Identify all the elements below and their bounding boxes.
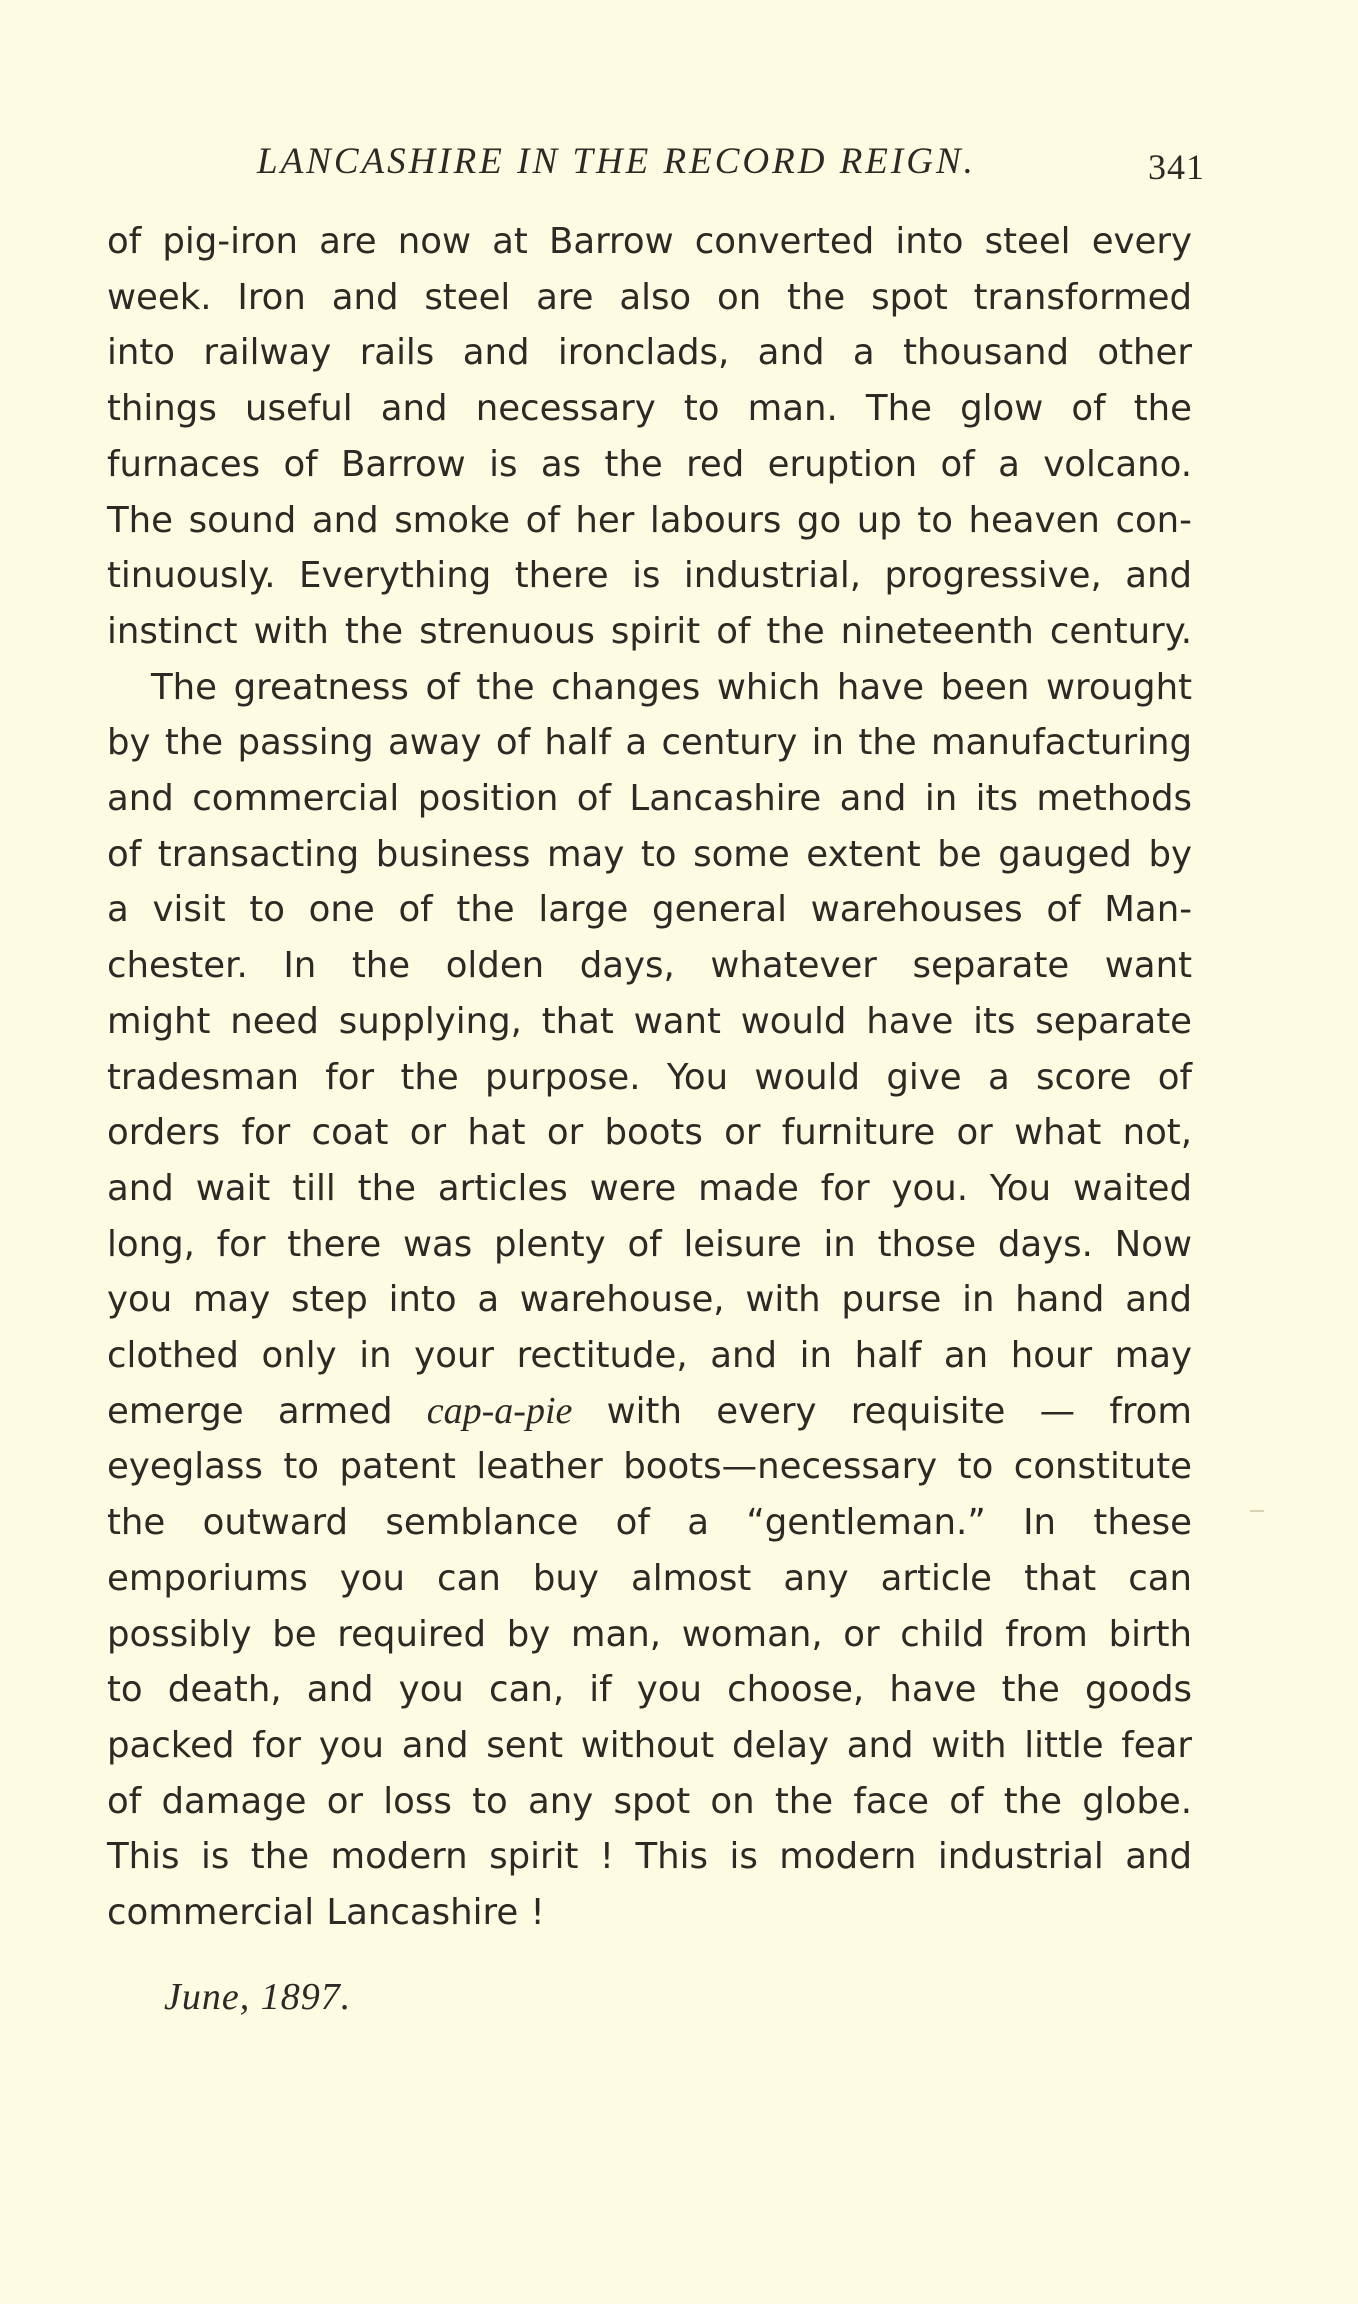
text-line: The sound and smoke of her labours go up to heaven con- — [107, 499, 1192, 541]
text-line: might need supplying, that want would have its separate — [107, 1000, 1192, 1042]
text-line-cap-a-pie — [107, 1384, 1192, 1440]
text-line: instinct with the strenuous spirit of the nineteenth century. — [107, 610, 1192, 652]
margin-mark — [1250, 1510, 1264, 1512]
italic-phrase: cap-a-pie — [426, 1389, 573, 1432]
text-line: of transacting business may to some extent be gauged by — [107, 833, 1192, 875]
text-line: of pig-iron are now at Barrow converted into steel every — [107, 221, 1192, 262]
text-line: a visit to one of the large general warehouses of Man- — [107, 889, 1192, 931]
text-line: and commercial position of Lancashire and in its methods — [107, 778, 1192, 820]
text-line: and wait till the articles were made for you. You waited — [107, 1167, 1192, 1209]
text-line: week. Iron and steel are also on the spot transformed — [107, 276, 1192, 318]
text-line: furnaces of Barrow is as the red eruption of a volcano. — [107, 443, 1192, 485]
text-line: you may step into a warehouse, with purse in hand and — [107, 1279, 1192, 1321]
paragraph-2 — [107, 660, 1192, 1941]
text-line: long, for there was plenty of leisure in those days. Now — [107, 1223, 1192, 1265]
text-line: by the passing away of half a century in the manufacturing — [107, 722, 1192, 764]
text-line: the outward semblance of a “gentleman.” In these — [107, 1502, 1192, 1544]
running-head — [107, 140, 1205, 190]
text-line: orders for coat or hat or boots or furniture or what not, — [107, 1112, 1192, 1154]
body-text — [107, 214, 1192, 1941]
line-segment: emerge armed — [107, 1390, 393, 1432]
text-line-last: commercial Lancashire ! — [107, 1892, 545, 1934]
text-line: possibly be required by man, woman, or child from birth — [107, 1613, 1192, 1655]
text-line: of damage or loss to any spot on the face of the globe. — [107, 1780, 1192, 1822]
text-line: clothed only in your rectitude, and in half an hour may — [107, 1335, 1192, 1377]
page-number: 341 — [1148, 147, 1205, 187]
text-line: The greatness of the changes which have been wrought — [151, 666, 1192, 708]
text-line: tinuously. Everything there is industrial, progressive, and — [107, 555, 1192, 597]
text-line: to death, and you can, if you choose, have the goods — [107, 1669, 1192, 1711]
running-title: LANCASHIRE IN THE RECORD REIGN. — [257, 141, 976, 182]
text-line: packed for you and sent without delay and with little fear — [107, 1724, 1192, 1766]
dateline: June, 1897. — [164, 1976, 352, 2018]
text-line: eyeglass to patent leather boots—necessary to constitute — [107, 1446, 1192, 1488]
paragraph-1 — [107, 214, 1192, 660]
text-line: tradesman for the purpose. You would give a score of — [107, 1056, 1192, 1098]
line-segment: with every requisite — from — [606, 1390, 1192, 1432]
text-line: things useful and necessary to man. The glow of the — [107, 388, 1192, 430]
text-line: into railway rails and ironclads, and a thousand other — [107, 332, 1192, 374]
text-line: emporiums you can buy almost any article that can — [107, 1557, 1192, 1599]
text-line: chester. In the olden days, whatever separate want — [107, 945, 1192, 987]
text-line: This is the modern spirit ! This is modern industrial and — [107, 1836, 1192, 1878]
